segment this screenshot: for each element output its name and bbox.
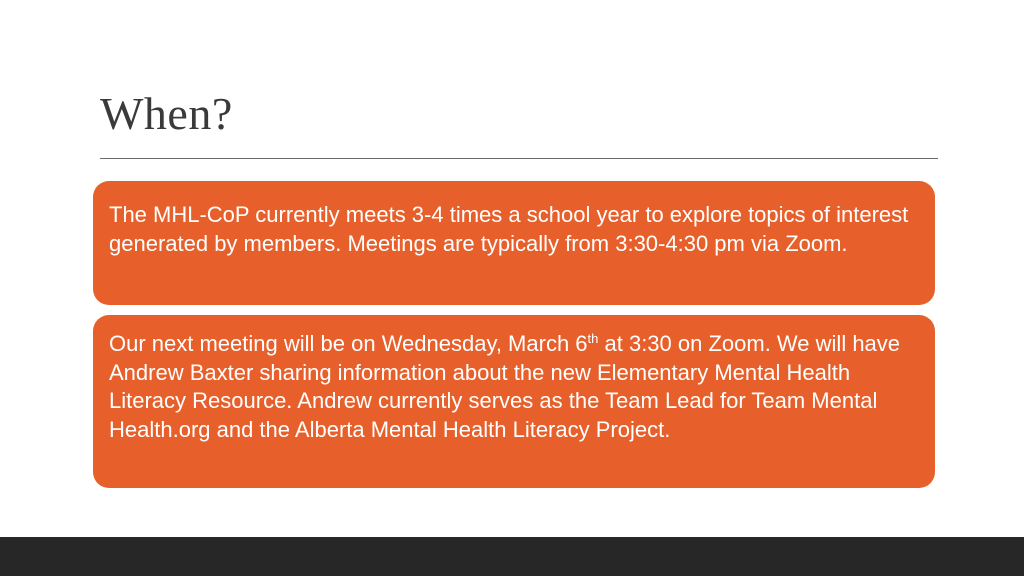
- ordinal-suffix: th: [587, 331, 599, 346]
- footer-bar: [0, 537, 1024, 576]
- next-meeting-text: [109, 330, 921, 444]
- next-meeting-text-start: Our next meeting will be on Wednesday, March 6: [109, 331, 588, 356]
- meeting-schedule-box: [93, 181, 935, 305]
- meeting-schedule-text: The MHL-CoP currently meets 3-4 times a school year to explore topics of interest generated by members. Meetings are typically from 3:30-4:30 pm via Zoom.: [109, 202, 909, 256]
- slide-title: When?: [100, 88, 233, 139]
- next-meeting-text-end: at 3:30 on Zoom. We will have Andrew Baxter sharing information about the new Elementary Mental Health Literacy Resource. Andrew currently serves as the Team Lead for Team Mental Health.org and the Alberta Mental Health Literacy Project.: [109, 331, 901, 442]
- title-divider: [100, 158, 938, 159]
- next-meeting-box: [93, 315, 935, 488]
